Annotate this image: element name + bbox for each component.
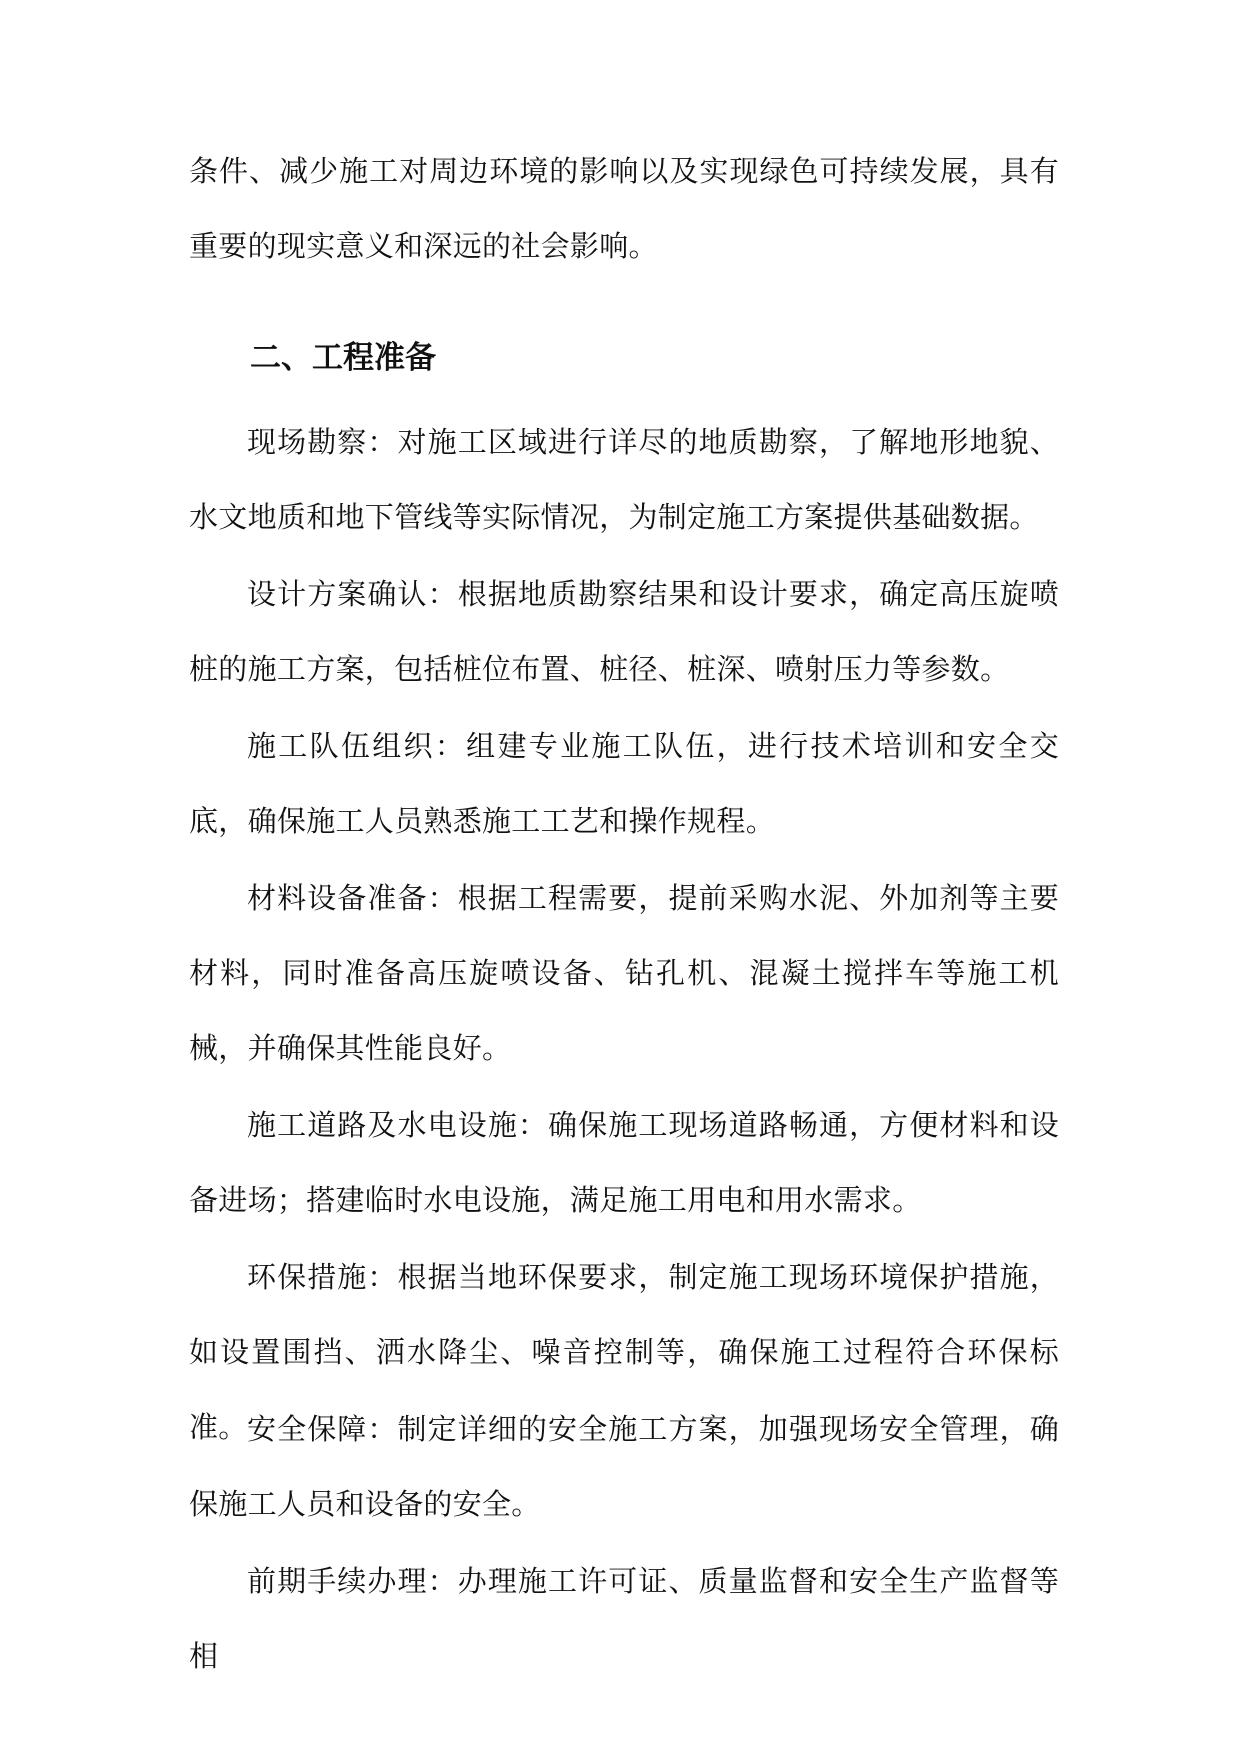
paragraph-environmental-measures: 环保措施：根据当地环保要求，制定施工现场环境保护措施，如设置围挡、洒水降尘、噪音控制等，确保施工过程符合环保标准。: [189, 1260, 1059, 1444]
section-heading: 二、工程准备: [250, 340, 436, 376]
paragraph-safety: 安全保障：制定详细的安全施工方案，加强现场安全管理，确保施工人员和设备的安全。: [189, 1412, 1059, 1521]
paragraph-materials-equipment: 材料设备准备：根据工程需要，提前采购水泥、外加剂等主要材料，同时准备高压旋喷设备、钻孔机、混凝土搅拌车等施工机械，并确保其性能良好。: [189, 881, 1059, 1065]
paragraph-site-survey: 现场勘察：对施工区域进行详尽的地质勘察，了解地形地貌、水文地质和地下管线等实际情况，为制定施工方案提供基础数据。: [189, 425, 1059, 534]
paragraph-design-confirmation: 设计方案确认：根据地质勘察结果和设计要求，确定高压旋喷桩的施工方案，包括桩位布置、桩径、桩深、喷射压力等参数。: [189, 577, 1059, 686]
paragraph-preliminary-procedures: 前期手续办理：办理施工许可证、质量监督和安全生产监督等相: [189, 1564, 1059, 1673]
paragraph-roads-utilities: 施工道路及水电设施：确保施工现场道路畅通，方便材料和设备进场；搭建临时水电设施，满足施工用电和用水需求。: [189, 1108, 1059, 1217]
paragraph-team-organization: 施工队伍组织：组建专业施工队伍，进行技术培训和安全交底，确保施工人员熟悉施工工艺和操作规程。: [189, 729, 1059, 838]
intro-paragraph: 条件、减少施工对周边环境的影响以及实现绿色可持续发展，具有重要的现实意义和深远的社会影响。: [189, 154, 1059, 263]
